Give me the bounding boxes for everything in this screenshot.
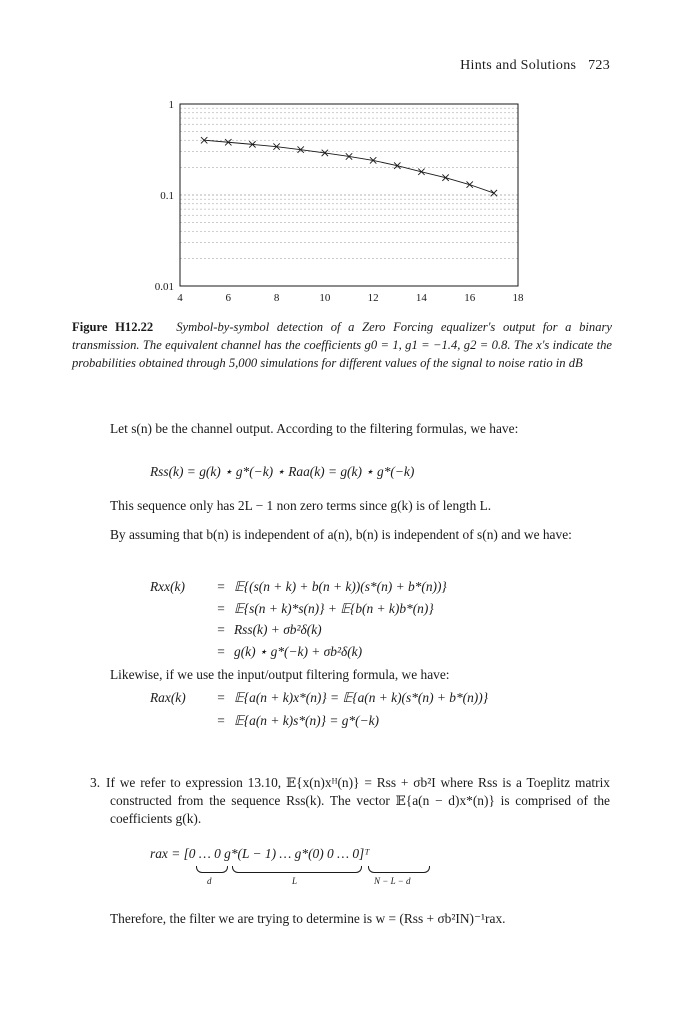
- data-point-marker: [418, 169, 424, 175]
- eq2-line-3: Rss(k) + σb²δ(k): [234, 622, 322, 637]
- x-tick-label: 4: [177, 292, 183, 304]
- underbrace-label-d: d: [207, 876, 212, 886]
- chart-grid: [180, 108, 518, 258]
- underbrace-label-L: L: [292, 876, 298, 886]
- item-number: 3.: [90, 775, 101, 790]
- x-tick-label: 6: [225, 292, 232, 304]
- caption-label: Figure H12.22: [72, 320, 154, 334]
- brace-d: [196, 866, 228, 873]
- series-markers: [201, 137, 497, 196]
- caption-text: Symbol-by-symbol detection of a Zero Forcing equalizer's output for a binary transmission. The equivalent channel has the coefficients g0 = 1, g1 = −1.4, g2 = 0.8. The x's indicate the probabilities obtained through 5,000 simulations for different values of the signal to noise ratio in dB: [72, 320, 612, 370]
- equation-3: Rax(k) = 𝔼{a(n + k)x*(n)} = 𝔼{a(n + k)(s*(n) + b*(n))} = 𝔼{a(n + k)s*(n)} = g*(−k): [150, 686, 488, 732]
- brace-nld: [368, 866, 430, 873]
- figure-caption: [72, 318, 612, 372]
- series-line: [204, 140, 494, 193]
- x-tick-label: 8: [273, 292, 280, 304]
- paragraph-1: Let s(n) be the channel output. According to the filtering formulas, we have:: [110, 421, 519, 436]
- running-header: [452, 58, 610, 74]
- x-tick-label: 14: [415, 292, 427, 304]
- y-tick-label: 1: [168, 99, 174, 111]
- x-tick-labels: [177, 292, 524, 304]
- underbrace-label-nld: N − L − d: [374, 876, 411, 886]
- page-number: 723: [588, 58, 610, 73]
- equation-1: Rss(k) = g(k) ⋆ g*(−k) ⋆ Raa(k) = g(k) ⋆ g*(−k): [150, 464, 415, 479]
- x-tick-label: 10: [319, 292, 331, 304]
- y-tick-label: 0.1: [160, 190, 174, 202]
- paragraph-6: Therefore, the filter we are trying to determine is w = (Rss + σb²IN)⁻¹rax.: [110, 911, 506, 926]
- eq3-line-1: 𝔼{a(n + k)x*(n)} = 𝔼{a(n + k)(s*(n) + b*(n))}: [234, 690, 489, 705]
- data-point-marker: [442, 174, 448, 180]
- equation-2: Rxx(k) = 𝔼{(s(n + k) + b(n + k))(s*(n) + b*(n))} = 𝔼{s(n + k)*s(n)} + 𝔼{b(n + k)b*(n)} = Rss(k) + σb²δ(k) = g(k) ⋆ g*(−k) + σb²δ(k): [150, 576, 447, 662]
- ber-chart: [0, 90, 682, 310]
- paragraph-2: This sequence only has 2L − 1 non zero terms since g(k) is of length L.: [110, 498, 492, 513]
- equation-4: rax = [0 … 0 g*(L − 1) … g*(0) 0 … 0]ᵀ: [150, 846, 370, 861]
- eq2-line-2: 𝔼{s(n + k)*s(n)} + 𝔼{b(n + k)b*(n)}: [234, 600, 434, 616]
- paragraph-5: [90, 774, 610, 828]
- eq3-line-2: 𝔼{a(n + k)s*(n)} = g*(−k): [234, 713, 380, 728]
- eq2-line-1: 𝔼{(s(n + k) + b(n + k))(s*(n) + b*(n))}: [234, 579, 447, 594]
- x-tick-label: 18: [512, 292, 524, 304]
- eq3-lhs: Rax(k): [150, 690, 186, 705]
- x-tick-label: 16: [464, 292, 476, 304]
- paragraph-5-text: If we refer to expression 13.10, 𝔼{x(n)xᴴ(n)} = Rss + σb²I where Rss is a Toeplitz matrix constructed from the sequence Rss(k). The vector 𝔼{a(n − d)x*(n)} is comprised of the coefficients g(k).: [106, 775, 610, 826]
- eq2-lhs: Rxx(k): [150, 579, 185, 594]
- paragraph-3: By assuming that b(n) is independent of a(n), b(n) is independent of s(n) and we have:: [110, 527, 572, 542]
- y-tick-labels: [155, 99, 174, 293]
- y-tick-label: 0.01: [154, 281, 174, 293]
- header-title: Hints and Solutions: [460, 58, 577, 73]
- data-point-marker: [394, 162, 400, 168]
- x-tick-label: 12: [367, 292, 379, 304]
- brace-L: [232, 866, 362, 873]
- paragraph-4: Likewise, if we use the input/output filtering formula, we have:: [110, 667, 450, 682]
- eq2-line-4: g(k) ⋆ g*(−k) + σb²δ(k): [234, 643, 363, 659]
- data-point-marker: [467, 181, 473, 187]
